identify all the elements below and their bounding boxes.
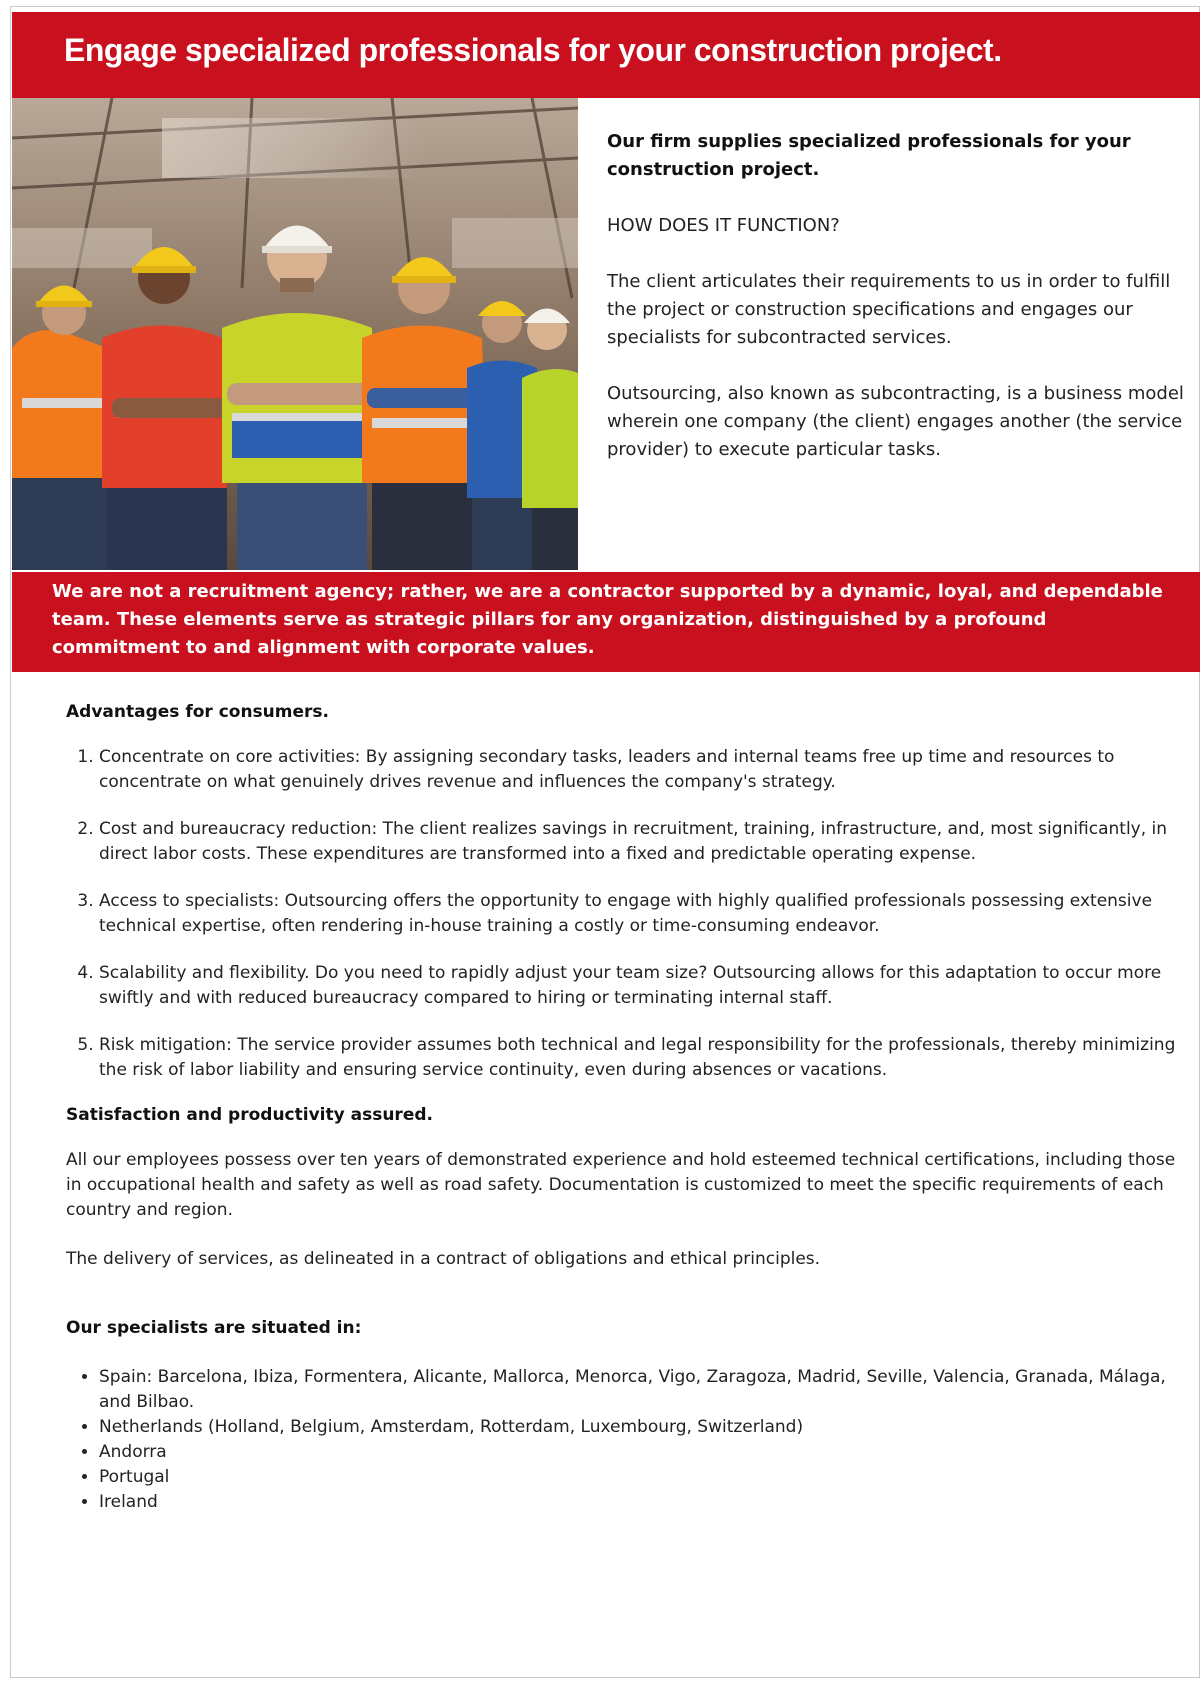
advantages-heading: Advantages for consumers.: [66, 702, 329, 722]
delivery-text: The delivery of services, as delineated in a contract of obligations and ethical principles.: [66, 1249, 821, 1269]
location-item: • Andorra: [99, 1440, 1180, 1465]
mission-text: We are not a recruitment agency; rather, we are a contractor supported by a dynamic, loyal, and dependable team. These elements serve as strategic pillars for any organization, distinguished by a profound commitment to and alignment with corporate values.: [52, 581, 1163, 658]
advantage-item: 5. Risk mitigation: The service provider assumes both technical and legal responsibility for the professionals, thereby minimizing the risk of labor liability and ensuring service continuity, even during absences or vacations.: [99, 1033, 1180, 1083]
satisfaction-text: All our employees possess over ten years of demonstrated experience and hold esteemed technical certifications, including those in occupational health and safety as well as road safety. Documentation is customized to meet the specific requirements of each country and region.: [66, 1150, 1176, 1220]
page-title: Engage specialized professionals for your construction project.: [64, 32, 1002, 68]
title-banner: [12, 12, 1200, 98]
satisfaction-heading: Satisfaction and productivity assured.: [66, 1105, 433, 1125]
location-item: • Portugal: [99, 1465, 1180, 1490]
location-item: • Spain: Barcelona, Ibiza, Formentera, Alicante, Mallorca, Menorca, Vigo, Zaragoza, Madrid, Seville, Valencia, Granada, Málaga, and Bilbao.: [99, 1365, 1180, 1415]
workers-illustration: [12, 98, 578, 570]
advantage-item: 4. Scalability and flexibility. Do you need to rapidly adjust your team size? Outsourcing allows for this adaptation to occur more swiftly and with reduced bureaucracy compared to hiring or terminating internal staff.: [99, 961, 1180, 1011]
locations-heading: Our specialists are situated in:: [66, 1318, 362, 1338]
advantage-item: 2. Cost and bureaucracy reduction: The client realizes savings in recruitment, training, infrastructure, and, most significantly, in direct labor costs. These expenditures are transformed into a fixed and predictable operating expense.: [99, 817, 1180, 867]
locations-list: [66, 1365, 1180, 1515]
location-item: • Ireland: [99, 1490, 1180, 1515]
construction-workers-photo: [12, 98, 578, 570]
mission-strip: [12, 572, 1200, 672]
location-item: • Netherlands (Holland, Belgium, Amsterdam, Rotterdam, Luxembourg, Switzerland): [99, 1415, 1180, 1440]
intro-lead: Our firm supplies specialized professionals for your construction project.: [607, 131, 1131, 180]
advantage-item: 3. Access to specialists: Outsourcing offers the opportunity to engage with highly qualified professionals possessing extensive technical expertise, often rendering in-house training a costly or time-consuming endeavor.: [99, 889, 1180, 939]
intro-section: [607, 128, 1185, 492]
advantages-list: [66, 745, 1180, 1083]
main-content: [66, 700, 1180, 1515]
intro-paragraph-2: Outsourcing, also known as subcontracting, is a business model wherein one company (the client) engages another (the service provider) to execute particular tasks.: [607, 383, 1184, 460]
intro-paragraph-1: The client articulates their requirements to us in order to fulfill the project or construction specifications and engages our specialists for subcontracted services.: [607, 271, 1171, 348]
advantage-item: 1. Concentrate on core activities: By assigning secondary tasks, leaders and internal teams free up time and resources to concentrate on what genuinely drives revenue and influences the company's strategy.: [99, 745, 1180, 795]
how-heading: HOW DOES IT FUNCTION?: [607, 215, 840, 236]
